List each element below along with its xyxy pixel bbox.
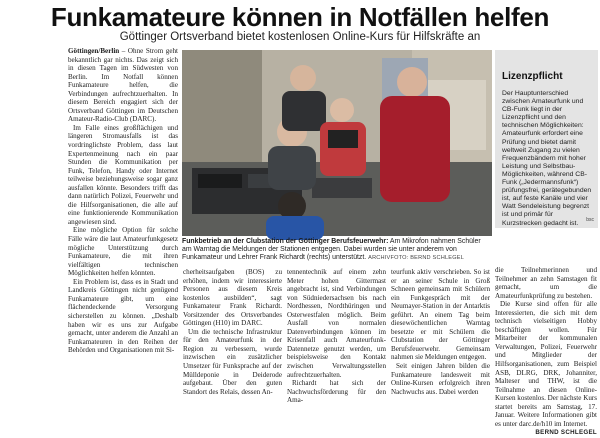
paragraph: teurfunk aktiv verschrieben. So ist er an seiner Schule in Groß Schneen gemeinsam mit Schülern ein Funkgespräch mit der Neumayer-Station in der Antarktis geführt. An einem Tag beim diesewöchentlichen Warntag besetzte er mit Schülern die Clubstation der Göttinger Berufsfeuerwehr. Gemeinsam nahmen sie Meldungen entgegen. <box>391 268 490 362</box>
lead-text: – Ohne Strom geht bekanntlich gar nichts. Das zeigt sich in diesen Tagen im Südwesten von Berlin. Im Notfall können Funkamateure helfen, die Verbindungen aufrechtzuerhalten. In diesem Bereich engagiert sich der Ortsverband Göttingen im Deutschen Amateur-Radio-Club (DARC). <box>68 47 178 124</box>
article-column-3 <box>287 268 386 418</box>
paragraph: die Teilnehmerinnen und Teilnehmer an zehn Samstagen fit gemacht, um die Amateurfunkprüfung zu bestehen. <box>495 266 597 300</box>
paragraph: Die Kurse sind offen für alle Interessierten, die sich mit dem technisch vielseitigen Hobby beschäftigen wollen. Für Mitarbeiter der kommunalen Verwaltungen, Polizei, Feuerwehr und Mitglieder der Hilfsorganisationen, zum Beispiel ASB, DLRG, DRK, Johanniter, Malteser und THW, ist die Teilnahme an diesen Online-Kursen kostenlos. Der nächste Kurs startet bereits am Samstag, 17. Januar. Weitere Informationen gibt es unter darc.de/h10 im Internet. <box>495 300 597 428</box>
article-column-2 <box>183 268 282 418</box>
author-byline: BERND SCHLEGEL <box>535 429 597 437</box>
paragraph: Eine mögliche Option für solche Fälle wäre die laut Amateurfunkgesetz mögliche Unterstützung durch Funkamateure, die mit ihren vielfältigen technischen Möglichkeiten helfen könnten. <box>68 226 178 278</box>
article-column-4 <box>391 268 490 418</box>
article-column-1 <box>68 47 178 418</box>
photo-caption <box>182 238 492 262</box>
info-box-text: Der Hauptunterschied zwischen Amateurfunk und CB-Funk liegt in der Lizenzpflicht und den technischen Möglichkeiten: Amateurfunk erfordert eine Prüfung und bietet damit weltweit Zugang zu vielen Frequenzbändern mit hoher Leistung und Selbstbau-Möglichkeiten, während CB-Funk („Jedermannsfunk“) prüfungsfrei, gerätegebunden ist, auf feste Kanäle und vier Watt Sendeleistung begrenzt ist und primär für Kurzstrecken gedacht ist. <box>502 90 592 227</box>
info-box <box>495 50 598 228</box>
lead-paragraph <box>68 47 178 124</box>
headline: Funkamateure können in Notfällen helfen <box>50 2 550 32</box>
paragraph: cherheitsaufgaben (BOS) zu erhöhen, indem wir interessierte Personen aus diesem Kreis kostenlos ausbilden“, sagt Funkamateur Frank Richardt. Vorsitzender des Ortsverbandes Göttingen (H10) im DARC. <box>183 268 282 328</box>
paragraph: Um die technische Infrastruktur für den Amateurfunk in der Region zu verbessern, wurde inzwischen ein zusätzlicher Umsetzer für Funksprache auf der Mülldeponie in Deiderode aufgebaut. Über den guten Standort des Relais, dessen An- <box>183 327 282 396</box>
paragraph: Im Falle eines großflächigen und längeren Stromausfalls ist das vordringlichste Problem, dass laut Expertenmeinung nach ein paar Stunden die Kommunikation per Funk, Telefon, Handy oder Internet teilweise beziehungsweise sogar ganz ausfallen könnte. Besonders trifft das dann natürlich Polizei, Feuerwehr und die Hilfsorganisationen, die alle auf eine funktionierende Kommunikation angewiesen sind. <box>68 123 178 226</box>
photo-illustration <box>182 50 492 236</box>
paragraph: Seit einigen Jahren bilden die Funkamateure landesweit mit Online-Kursen erfolgreich ihren Nachwuchs aus. Dabei werden <box>391 362 490 396</box>
subheadline: Göttinger Ortsverband bietet kostenlosen Online-Kurs für Hilfskräfte an <box>119 31 481 43</box>
info-box-title: Lizenzpflicht <box>502 71 563 82</box>
article-photo <box>182 50 492 236</box>
caption-text: Am Mikrofon nahmen Schüler am Warntag die Meldungen der Stationen entgegen. Dabei wurden sie unter anderem von Funkamateur und Lehrer Frank Richardt (rechts) unterstützt. <box>182 238 481 261</box>
article-column-5 <box>495 266 597 437</box>
info-box-credit: bsc <box>586 217 594 223</box>
dateline: Göttingen/Berlin <box>68 47 120 55</box>
paragraph: Ein Problem ist, dass es in Stadt und Landkreis Göttingen nicht genügend Funkamateure gibt, um eine flächendeckende Versorgung sicherstellen zu können. „Deshalb haben wir es uns zur Aufgabe gemacht, unter anderem die Anzahl an Funkamateuren in den Reihen der Behörden und Organisationen mit Si- <box>68 277 178 355</box>
paragraph: tennentechnik auf einem zehn Meter hohen Gittermast angebracht ist, sind Verbindungen von Südniedersachsen bis nach Nordhessen, Nordthüringen und Osterwestfalen möglich. Beim Ausfall von normalen Datenverbindungen können im Krisenfall auch Amateurfunk-Datennetze genutzt werden, um beispielsweise den Kontakt zwischen Verwaltungsstellen aufrechtzuerhalten. <box>287 268 386 379</box>
caption-lead: Funkbetrieb an der Clubstation der Göttinger Berufsfeuerwehr: <box>182 238 389 245</box>
photo-credit: ARCHIVFOTO: BERND SCHLEGEL <box>368 254 464 261</box>
paragraph: Richardt hat sich der Nachwuchsförderung für den Ama- <box>287 379 386 405</box>
